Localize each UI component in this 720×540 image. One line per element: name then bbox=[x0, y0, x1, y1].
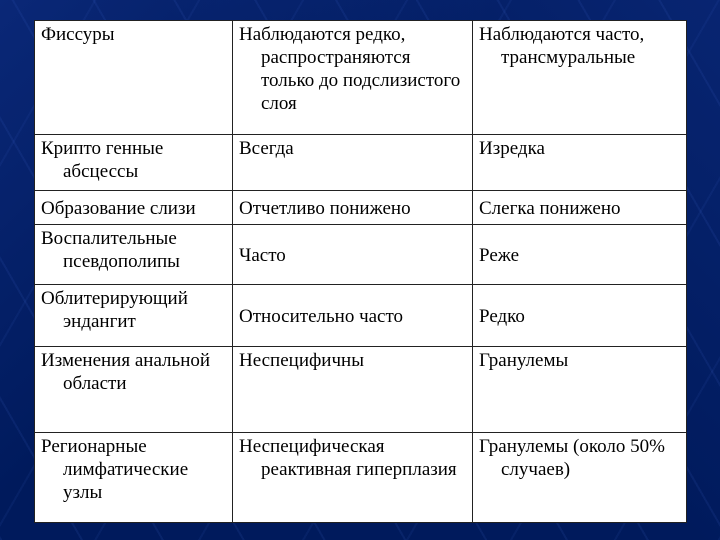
table-cell-feature: Воспалительные псевдополипы bbox=[35, 225, 233, 285]
table-cell-col3: Наблюдаются часто, трансмуральные bbox=[473, 21, 687, 135]
table-cell-feature: Образование слизи bbox=[35, 191, 233, 225]
table-cell-feature: Фиссуры bbox=[35, 21, 233, 135]
table-cell-col2: Относительно часто bbox=[233, 285, 473, 347]
table-cell-feature: Изменения анальной области bbox=[35, 347, 233, 433]
table-cell-col2: Наблюдаются редко, распространяются только до подслизистого слоя bbox=[233, 21, 473, 135]
table-cell-col3: Редко bbox=[473, 285, 687, 347]
table-cell-col3: Изредка bbox=[473, 135, 687, 191]
table-cell-col2: Отчетливо понижено bbox=[233, 191, 473, 225]
table-row bbox=[35, 135, 687, 191]
table-cell-feature: Крипто генные абсцессы bbox=[35, 135, 233, 191]
table-cell-col3: Гранулемы bbox=[473, 347, 687, 433]
table-row bbox=[35, 191, 687, 225]
table-cell-col3: Гранулемы (около 50% случаев) bbox=[473, 433, 687, 523]
table-cell-feature: Регионарные лимфатические узлы bbox=[35, 433, 233, 523]
table-row bbox=[35, 433, 687, 523]
comparison-table bbox=[34, 20, 687, 523]
table-cell-col2: Часто bbox=[233, 225, 473, 285]
table-row bbox=[35, 285, 687, 347]
table-row bbox=[35, 347, 687, 433]
table-cell-col2: Всегда bbox=[233, 135, 473, 191]
table-cell-feature: Облитерирующий эндангит bbox=[35, 285, 233, 347]
table-row bbox=[35, 225, 687, 285]
table-cell-col2: Неспецифичны bbox=[233, 347, 473, 433]
table-cell-col3: Слегка понижено bbox=[473, 191, 687, 225]
table-cell-col2: Неспецифическая реактивная гиперплазия bbox=[233, 433, 473, 523]
table-row bbox=[35, 21, 687, 135]
table-cell-col3: Реже bbox=[473, 225, 687, 285]
